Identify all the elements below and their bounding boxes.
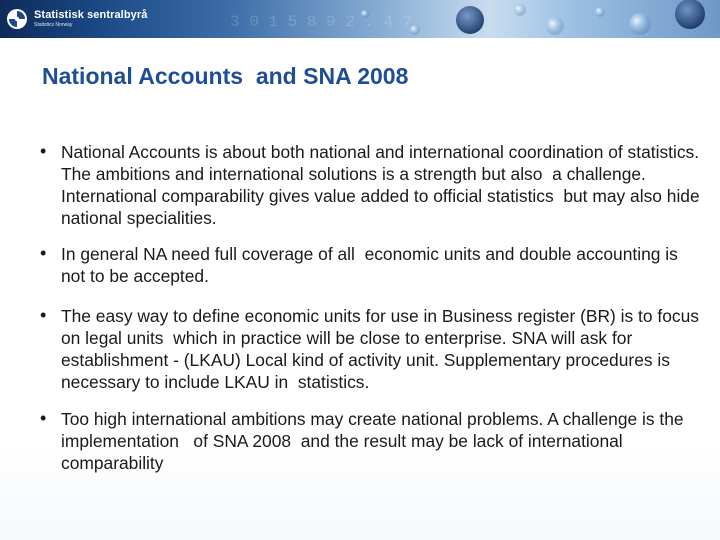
bullet-item-economic-units	[40, 305, 704, 393]
org-name-english: Statistics Norway	[34, 22, 73, 28]
org-name: Statistisk sentralbyrå	[34, 9, 148, 21]
bullet-dot-icon: •	[40, 243, 47, 263]
bullet-text: In general NA need full coverage of all economic units and double accounting is not to be accepted.	[61, 244, 683, 286]
bullet-dot-icon: •	[40, 408, 47, 428]
bullet-text: Too high international ambitions may create national problems. A challenge is the implementation of SNA 2008 and the result may be lack of international comparability	[61, 409, 689, 473]
ssb-logo-icon	[6, 8, 28, 30]
bullet-item-ambitions	[40, 408, 704, 474]
slide-title: National Accounts and SNA 2008	[42, 63, 409, 89]
bullet-dot-icon: •	[40, 305, 47, 325]
bullet-item-coordination	[40, 141, 709, 229]
bullet-list	[40, 141, 709, 488]
org-logo	[6, 5, 147, 33]
bullet-dot-icon: •	[40, 141, 47, 161]
header-banner	[0, 0, 720, 38]
bullet-item-coverage	[40, 243, 704, 287]
svg-text:3 0 1 5 8 9 2 . 4 7: 3 0 1 5 8 9 2 . 4 7	[230, 13, 413, 31]
bullet-text: National Accounts is about both national and international coordination of statistics. The ambitions and international solutions is a strength but also a challenge. International comparability gives value added to official statistics but may also hide national specialities.	[61, 142, 709, 228]
bullet-text: The easy way to define economic units for use in Business register (BR) is to focus on legal units which in practice will be close to enterprise. SNA will ask for establishment - (LKAU) Local kind of activity unit. Supplementary procedures is necessary to include LKAU in statistics.	[61, 306, 704, 392]
